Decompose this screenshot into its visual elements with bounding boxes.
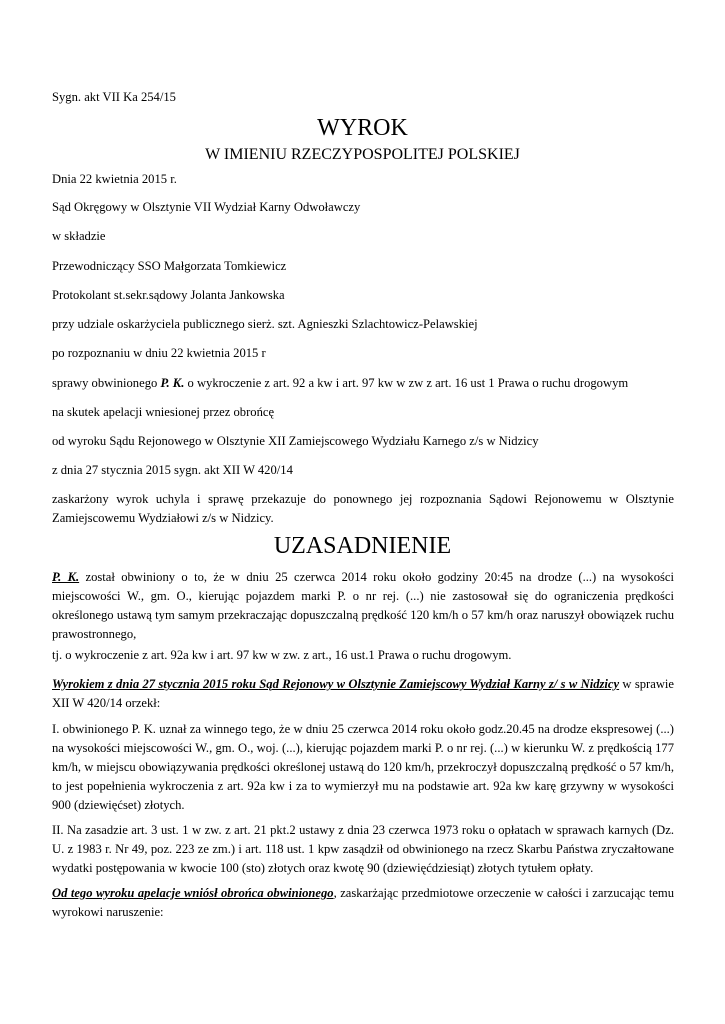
case-signature: Sygn. akt VII Ka 254/15 bbox=[52, 90, 176, 104]
verdict-point-one: I. obwinionego P. K. uznał za winnego tego, że w dniu 25 czerwca 2014 roku około godz.20.45 na drodze ekspresowej (...) na wysokości miejscowości W., gm. O., woj. (...), kierując pojazdem marki P. o nr rej. (...) w kierunku W. z prędkością 177 km/h, w miejscu obowiązywania prędkości określonej ustawą do 120 km/h, przekroczył dopuszczalną prędkość o 57 km/h, to jest popełnienia wykroczenia z art. 92a kw i za to wymierzył mu na podstawie art. 92a kw karę grzywny w wysokości 900 (dziewięćset) złotych. bbox=[52, 722, 674, 812]
accused-name-underlined: P. K. bbox=[52, 570, 80, 584]
prosecutor-line: przy udziale oskarżyciela publicznego sierż. szt. Agnieszki Szlachtowicz-Pelawskiej bbox=[52, 317, 478, 331]
accused-name: P. K. bbox=[160, 376, 185, 390]
lower-court-judgment: od wyroku Sądu Rejonowego w Olsztynie XII Zamiejscowego Wydziału Karnego z/s w Nidzicy bbox=[52, 434, 539, 448]
legal-basis-paragraph: tj. o wykroczenie z art. 92a kw i art. 97 kw w zw. z art., 16 ust.1 Prawa o ruchu drogowym. bbox=[52, 648, 512, 662]
appeal-lead: Od tego wyroku apelacje wniósł obrońca obwinionego bbox=[52, 886, 334, 900]
case-line bbox=[52, 374, 674, 393]
judgment-subtitle: W IMIENIU RZECZYPOSPOLITEJ POLSKIEJ bbox=[205, 146, 520, 163]
judgment-summary-paragraph bbox=[52, 675, 674, 713]
presiding-judge: Przewodniczący SSO Małgorzata Tomkiewicz bbox=[52, 259, 287, 273]
judgment-summary-text: w sprawie XII W 420/14 orzekł: bbox=[52, 677, 675, 710]
ruling-paragraph: zaskarżony wyrok uchyla i sprawę przekazuje do ponownego jej rozpoznania Sądowi Rejonowemu w Olsztynie Zamiejscowemu Wydziałowi z/s w Nidzicy. bbox=[52, 492, 674, 525]
lower-court-date: z dnia 27 stycznia 2015 sygn. akt XII W 420/14 bbox=[52, 463, 293, 477]
composition-label: w składzie bbox=[52, 229, 106, 243]
charge-paragraph bbox=[52, 568, 674, 644]
appeal-line: na skutek apelacji wniesionej przez obrońcę bbox=[52, 405, 275, 419]
case-prefix: sprawy obwinionego bbox=[52, 376, 161, 390]
appeal-paragraph bbox=[52, 884, 674, 922]
appeal-text: , zaskarżając przedmiotowe orzeczenie w całości i zarzucając temu wyrokowi naruszenie: bbox=[52, 886, 674, 919]
hearing-line: po rozpoznaniu w dniu 22 kwietnia 2015 r bbox=[52, 346, 266, 360]
verdict-point-two: II. Na zasadzie art. 3 ust. 1 w zw. z art. 21 pkt.2 ustawy z dnia 23 czerwca 1973 roku o opłatach w sprawach karnych (Dz. U. z 1983 r. Nr 49, poz. 223 ze zm.) i art. 118 ust. 1 kpw zasądził od obwinionego na rzecz Skarbu Państwa zryczałtowane wydatki postępowania w kwocie 100 (sto) złotych oraz kwotę 90 (dziewięćdziesiąt) złotych tytułem opłaty. bbox=[52, 823, 674, 875]
case-suffix: o wykroczenie z art. 92 a kw i art. 97 kw w zw z art. 16 ust 1 Prawa o ruchu drogowym bbox=[184, 376, 629, 390]
date-line: Dnia 22 kwietnia 2015 r. bbox=[52, 172, 177, 186]
judgment-title: WYROK bbox=[317, 115, 408, 141]
court-name: Sąd Okręgowy w Olsztynie VII Wydział Karny Odwoławczy bbox=[52, 200, 361, 214]
justification-title: UZASADNIENIE bbox=[273, 533, 452, 559]
charge-text: został obwiniony o to, że w dniu 25 czerwca 2014 roku około godziny 20:45 na drodze (...) na wysokości miejscowości W., gm. O., kierując pojazdem marki P. o nr rej. (...) nie zastosował się do ograniczenia prędkości określonego ustawą tym samym przekraczając dopuszczalną prędkość 120 km/h o 57 km/h oraz naruszył obowiązek ruchu prawostronnego, bbox=[52, 570, 674, 641]
court-clerk: Protokolant st.sekr.sądowy Jolanta Jankowska bbox=[52, 288, 285, 302]
judgment-summary-lead: Wyrokiem z dnia 27 stycznia 2015 roku Sąd Rejonowy w Olsztynie Zamiejscowy Wydział Karny z/ s w Nidzicy bbox=[52, 677, 620, 691]
